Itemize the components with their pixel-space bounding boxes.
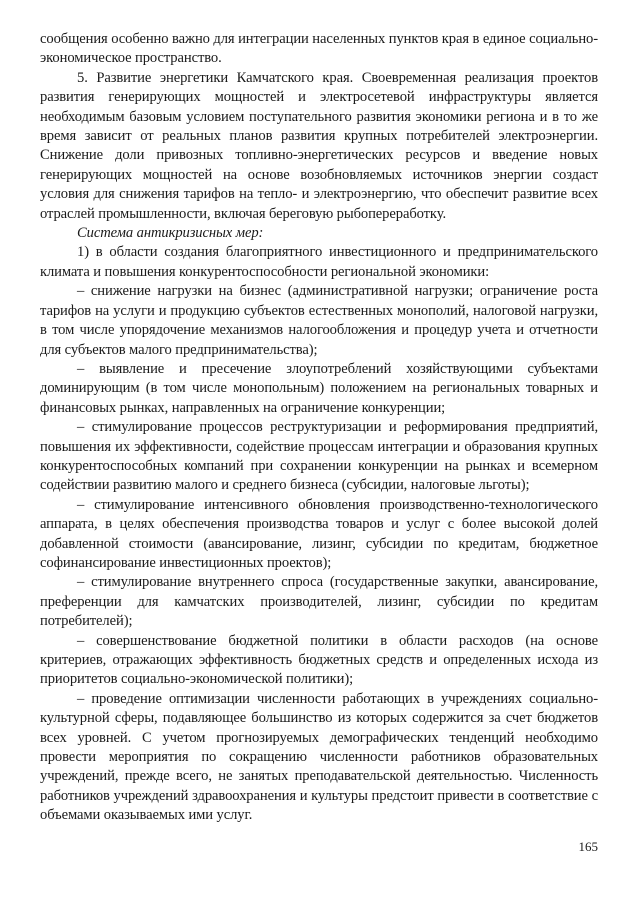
paragraph-continuation: сообщения особенно важно для интеграции населенных пунктов края в единое социально-экономическое пространство. — [40, 31, 598, 67]
bullet-domestic-demand: – стимулирование внутреннего спроса (государственные закупки, авансирование, преференции для камчатских производителей, лизинг, субсидии по кредитам потребителей); — [40, 574, 598, 630]
page-number: 165 — [578, 839, 598, 854]
bullet-business-load: – снижение нагрузки на бизнес (административной нагрузки; ограничение роста тарифов на услуги и продукцию субъектов естественных монополий, налоговой нагрузки, в том числе упорядочение механизмов налогообложения и процедур учета и отчетности для субъектов малого предпринимательства); — [40, 283, 598, 358]
section-heading-anticrisis: Система антикризисных мер: — [77, 225, 264, 242]
bullet-modernization: – стимулирование интенсивного обновления производственно-технологического аппарата, в целях обеспечения производства товаров и услуг с более высокой долей добавленной стоимости (авансирование, лизинг, субсидии по кредитам, бюджетное софинансирование инвестиционных проектов); — [40, 496, 598, 571]
bullet-budget-policy: – совершенствование бюджетной политики в области расходов (на основе критериев, отражающих эффективность бюджетных средств и определенных исхода из приоритетов социально-экономической политики); — [40, 632, 598, 688]
bullet-staff-optimization: – проведение оптимизации численности работающих в учреждениях социально-культурной сферы, подавляющее большинство из которых содержится за счет бюджетов всех уровней. С учетом прогнозируемых демографических тенденций необходимо провести мероприятия по сокращению численности работников образовательных учреждений, прежде всего, не занятых преподавательской деятельностью. Численность работников учреждений здравоохранения и культуры предстоит привести в соответствие с объемами оказываемых ими услуг. — [40, 690, 598, 824]
bullet-abuse-prevention: – выявление и пресечение злоупотреблений хозяйствующими субъектами доминирующим (в том числе монопольным) положением на региональных товарных и финансовых рынках, направленных на ограничение конкуренции; — [40, 360, 598, 416]
bullet-restructuring: – стимулирование процессов реструктуризации и реформирования предприятий, повышения их эффективности, содействие процессам интеграции и образования крупных конкурентоспособных компаний при сохранении конкуренции на рынках и всемерном содействии развитию малого и среднего бизнеса (субсидии, налоговые льготы); — [40, 419, 598, 494]
paragraph-energy-development: 5. Развитие энергетики Камчатского края. Своевременная реализация проектов развития генерирующих мощностей и электросетевой инфраструктуры является необходимым базовым условием поступательного развития экономики региона и в то же время зависит от реальных планов развития крупных потребителей электроэнергии. Снижение доли привозных топливно-энергетических ресурсов и введение новых генерирующих мощностей на основе возобновляемых источников энергии создаст условия для снижения тарифов на тепло- и электроэнергию, что обеспечит развитие всех отраслей промышленности, включая береговую рыбопереработку. — [40, 69, 598, 222]
list-item-1: 1) в области создания благоприятного инвестиционного и предпринимательского климата и повышения конкурентоспособности региональной экономики: — [40, 244, 598, 280]
document-body — [40, 30, 598, 826]
